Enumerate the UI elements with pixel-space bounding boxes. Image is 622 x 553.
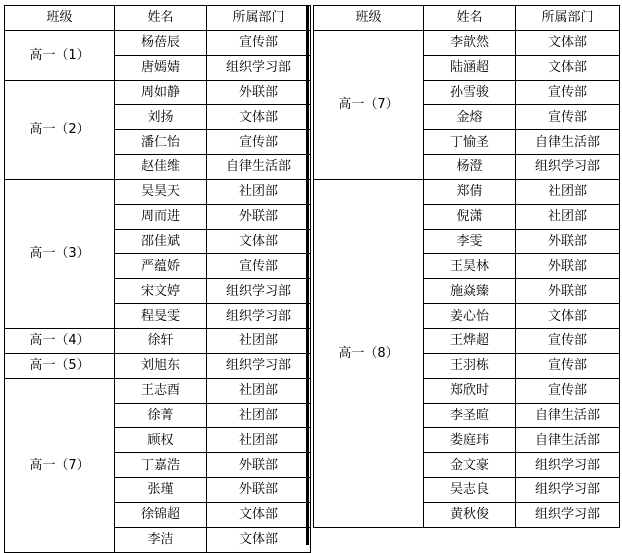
student-name-cell: 黄秋俊: [424, 502, 516, 527]
roster-body-left: [5, 30, 311, 552]
student-name-cell: 吴志良: [424, 478, 516, 503]
department-cell: 外联部: [516, 279, 620, 304]
class-cell: 高一（7）: [5, 378, 115, 552]
header-name: 姓名: [424, 6, 516, 31]
table-row: [314, 30, 620, 55]
department-cell: 文体部: [516, 55, 620, 80]
student-name-cell: 倪潇: [424, 204, 516, 229]
student-name-cell: 李洁: [115, 527, 207, 552]
student-name-cell: 李雯: [424, 229, 516, 254]
student-name-cell: 施焱臻: [424, 279, 516, 304]
roster-table-right: [313, 5, 620, 528]
student-name-cell: 吴昊天: [115, 179, 207, 204]
department-cell: 宣传部: [207, 30, 311, 55]
header-dept: 所属部门: [207, 6, 311, 31]
department-cell: 组织学习部: [516, 502, 620, 527]
student-name-cell: 郑欣时: [424, 378, 516, 403]
department-cell: 外联部: [207, 478, 311, 503]
department-cell: 社团部: [207, 403, 311, 428]
student-name-cell: 程旻雯: [115, 304, 207, 329]
department-cell: 宣传部: [516, 80, 620, 105]
class-cell: 高一（3）: [5, 179, 115, 328]
class-cell: 高一（7）: [314, 30, 424, 179]
header-class: 班级: [5, 6, 115, 31]
class-cell: 高一（4）: [5, 328, 115, 353]
student-name-cell: 陆涵超: [424, 55, 516, 80]
department-cell: 宣传部: [516, 353, 620, 378]
department-cell: 组织学习部: [207, 279, 311, 304]
department-cell: 外联部: [207, 80, 311, 105]
student-name-cell: 金文豪: [424, 453, 516, 478]
student-name-cell: 严蕴娇: [115, 254, 207, 279]
student-name-cell: 李歆然: [424, 30, 516, 55]
department-cell: 组织学习部: [516, 478, 620, 503]
student-name-cell: 刘扬: [115, 105, 207, 130]
department-cell: 自律生活部: [207, 155, 311, 180]
roster-body-right: [314, 30, 620, 527]
department-cell: 组织学习部: [207, 304, 311, 329]
roster-left-half: [4, 5, 310, 553]
header-name: 姓名: [115, 6, 207, 31]
student-name-cell: 王昊林: [424, 254, 516, 279]
department-cell: 组织学习部: [516, 155, 620, 180]
student-name-cell: 金熔: [424, 105, 516, 130]
department-cell: 文体部: [516, 304, 620, 329]
department-cell: 外联部: [207, 204, 311, 229]
department-cell: 文体部: [207, 105, 311, 130]
roster-table-left: [4, 5, 311, 553]
department-cell: 组织学习部: [207, 55, 311, 80]
student-name-cell: 王烨超: [424, 328, 516, 353]
department-cell: 社团部: [516, 204, 620, 229]
department-cell: 文体部: [207, 527, 311, 552]
class-cell: 高一（5）: [5, 353, 115, 378]
student-name-cell: 郑倩: [424, 179, 516, 204]
department-cell: 宣传部: [516, 378, 620, 403]
student-name-cell: 刘旭东: [115, 353, 207, 378]
department-cell: 组织学习部: [516, 453, 620, 478]
student-name-cell: 李圣暄: [424, 403, 516, 428]
department-cell: 文体部: [207, 502, 311, 527]
department-cell: 外联部: [516, 229, 620, 254]
header-class: 班级: [314, 6, 424, 31]
department-cell: 文体部: [207, 229, 311, 254]
student-name-cell: 唐嫣婧: [115, 55, 207, 80]
department-cell: 社团部: [207, 378, 311, 403]
student-name-cell: 张瑾: [115, 478, 207, 503]
student-name-cell: 王羽栋: [424, 353, 516, 378]
department-cell: 文体部: [516, 30, 620, 55]
student-name-cell: 顾权: [115, 428, 207, 453]
table-row: [314, 179, 620, 204]
department-cell: 外联部: [207, 453, 311, 478]
table-row: [5, 328, 311, 353]
department-cell: 宣传部: [207, 130, 311, 155]
department-cell: 自律生活部: [516, 403, 620, 428]
student-name-cell: 孙雪骏: [424, 80, 516, 105]
table-row: [5, 378, 311, 403]
department-cell: 宣传部: [516, 328, 620, 353]
department-cell: 社团部: [516, 179, 620, 204]
class-cell: 高一（2）: [5, 80, 115, 179]
student-name-cell: 周而进: [115, 204, 207, 229]
department-cell: 自律生活部: [516, 130, 620, 155]
department-cell: 社团部: [207, 179, 311, 204]
department-cell: 社团部: [207, 328, 311, 353]
class-cell: 高一（1）: [5, 30, 115, 80]
department-cell: 外联部: [516, 254, 620, 279]
table-row: [5, 353, 311, 378]
header-row: [5, 6, 311, 31]
department-cell: 组织学习部: [207, 353, 311, 378]
table-row: [5, 179, 311, 204]
student-name-cell: 徐锦超: [115, 502, 207, 527]
center-divider: [306, 5, 309, 545]
student-name-cell: 徐菁: [115, 403, 207, 428]
student-name-cell: 徐轩: [115, 328, 207, 353]
roster-right-half: [313, 5, 619, 528]
student-name-cell: 潘仁怡: [115, 130, 207, 155]
student-name-cell: 王志酉: [115, 378, 207, 403]
table-row: [5, 30, 311, 55]
student-name-cell: 赵佳维: [115, 155, 207, 180]
department-cell: 自律生活部: [516, 428, 620, 453]
student-name-cell: 姜心怡: [424, 304, 516, 329]
header-dept: 所属部门: [516, 6, 620, 31]
student-name-cell: 丁愉圣: [424, 130, 516, 155]
department-cell: 宣传部: [207, 254, 311, 279]
department-cell: 社团部: [207, 428, 311, 453]
student-name-cell: 丁嘉浩: [115, 453, 207, 478]
student-name-cell: 杨蓓辰: [115, 30, 207, 55]
header-row: [314, 6, 620, 31]
student-name-cell: 娄庭玮: [424, 428, 516, 453]
class-cell: 高一（8）: [314, 179, 424, 527]
student-name-cell: 邵佳斌: [115, 229, 207, 254]
student-name-cell: 杨澄: [424, 155, 516, 180]
department-cell: 宣传部: [516, 105, 620, 130]
table-row: [5, 80, 311, 105]
student-name-cell: 宋文婷: [115, 279, 207, 304]
student-name-cell: 周如静: [115, 80, 207, 105]
